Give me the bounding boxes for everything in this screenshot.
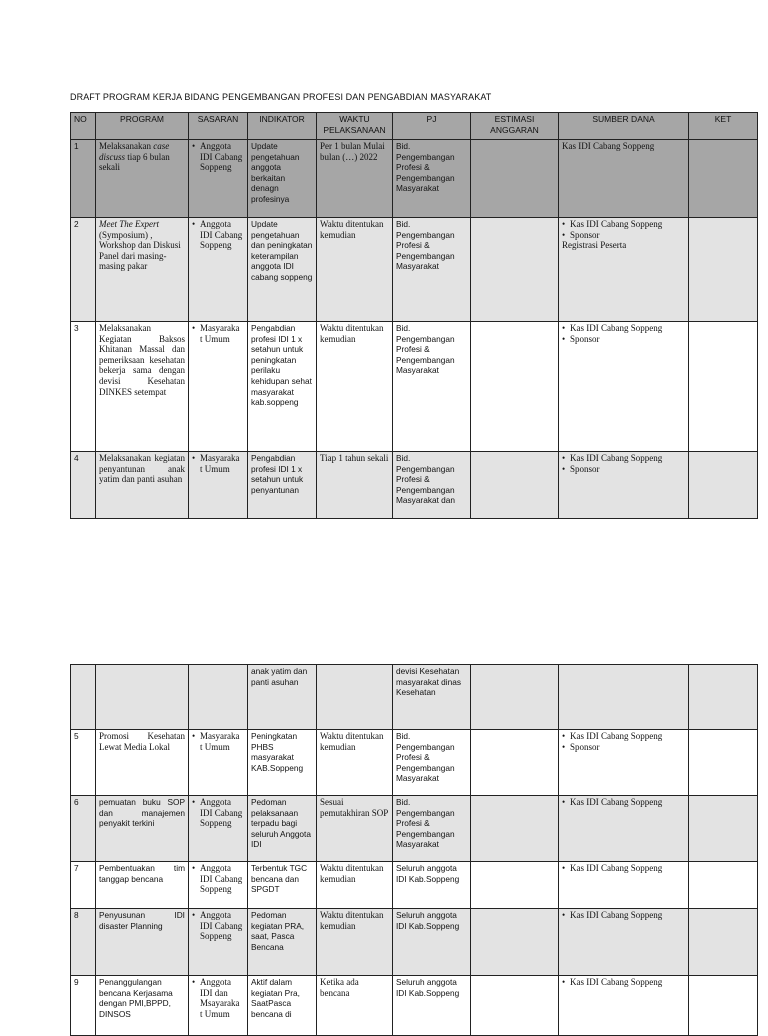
row-sumber-dana: • Kas IDI Cabang Soppeng • Sponsor Registrasi Peserta xyxy=(559,218,689,322)
bullet-icon: • xyxy=(192,453,196,463)
row-program: Melaksanakan kegiatan penyantunan anak yatim dan panti asuhan xyxy=(96,452,189,519)
row-sumber-dana xyxy=(559,665,689,730)
row-waktu: Tiap 1 tahun sekali xyxy=(317,452,393,519)
row-sumber-dana: • Kas IDI Cabang Soppeng xyxy=(559,976,689,1036)
row-indikator: Terbentuk TGC bencana dan SPGDT xyxy=(248,862,317,909)
row-no: 8 xyxy=(71,909,96,976)
row-anggaran xyxy=(471,452,559,519)
row-no: 5 xyxy=(71,730,96,796)
table-row xyxy=(71,976,758,1036)
row-indikator: anak yatim dan panti asuhan xyxy=(248,665,317,730)
row-waktu: Ketika ada bencana xyxy=(317,976,393,1036)
row-anggaran xyxy=(471,730,559,796)
row-pj: Bid. Pengembangan Profesi & Pengembangan Masyarakat xyxy=(393,218,471,322)
table-row xyxy=(71,909,758,976)
row-waktu: Waktu ditentukan kemudian xyxy=(317,730,393,796)
row-no: 4 xyxy=(71,452,96,519)
row-program: pemuatan buku SOP dan manajemen penyakit terkini xyxy=(96,796,189,862)
header-waktu: WAKTU PELAKSANAAN xyxy=(317,113,393,140)
row-sumber-dana: • Kas IDI Cabang Soppeng xyxy=(559,909,689,976)
row-indikator: Aktif dalam kegiatan Pra, SaatPasca bencana di xyxy=(248,976,317,1036)
header-program: PROGRAM xyxy=(96,113,189,140)
row-waktu: Waktu ditentukan kemudian xyxy=(317,218,393,322)
bullet-icon: • xyxy=(192,910,196,920)
header-indikator: INDIKATOR xyxy=(248,113,317,140)
row-program xyxy=(96,665,189,730)
bullet-icon: • xyxy=(562,910,566,920)
row-ket xyxy=(689,218,758,322)
bullet-icon: • xyxy=(562,731,566,741)
bullet-icon: • xyxy=(562,863,566,873)
bullet-icon: • xyxy=(562,797,566,807)
row-anggaran xyxy=(471,976,559,1036)
table-row xyxy=(71,862,758,909)
row-pj: Seluruh anggota IDI Kab.Soppeng xyxy=(393,909,471,976)
row-no: 1 xyxy=(71,140,96,218)
table-row-continued xyxy=(71,665,758,730)
row-sasaran: • Anggota IDI dan Msayaraka t Umum xyxy=(189,976,248,1036)
row-waktu xyxy=(317,665,393,730)
row-indikator: Peningkatan PHBS masyarakat KAB.Soppeng xyxy=(248,730,317,796)
table-row xyxy=(71,140,758,218)
row-no: 7 xyxy=(71,862,96,909)
row-anggaran xyxy=(471,862,559,909)
bullet-icon: • xyxy=(562,333,566,344)
row-waktu: Sesuai pemutakhiran SOP xyxy=(317,796,393,862)
bullet-icon: • xyxy=(562,229,566,240)
row-pj: Bid. Pengembangan Profesi & Pengembangan Masyarakat xyxy=(393,796,471,862)
header-pj: PJ xyxy=(393,113,471,140)
row-sasaran: • Masyaraka t Umum xyxy=(189,730,248,796)
bullet-icon: • xyxy=(562,463,566,474)
row-no: 2 xyxy=(71,218,96,322)
row-indikator: Pedoman kegiatan PRA, saat, Pasca Bencana xyxy=(248,909,317,976)
row-anggaran xyxy=(471,322,559,452)
row-pj: Bid. Pengembangan Profesi & Pengembangan Masyarakat xyxy=(393,322,471,452)
row-waktu: Waktu ditentukan kemudian xyxy=(317,862,393,909)
row-sumber-dana: • Kas IDI Cabang Soppeng • Sponsor xyxy=(559,730,689,796)
row-no: 6 xyxy=(71,796,96,862)
row-program: Meet The Expert (Symposium) , Workshop dan Diskusi Panel dari masing-masing pakar xyxy=(96,218,189,322)
bullet-icon: • xyxy=(192,797,196,807)
row-ket xyxy=(689,665,758,730)
bullet-icon: • xyxy=(562,977,566,987)
row-ket xyxy=(689,976,758,1036)
row-ket xyxy=(689,796,758,862)
table-row xyxy=(71,218,758,322)
row-ket xyxy=(689,730,758,796)
row-anggaran xyxy=(471,909,559,976)
row-program: Penyusunan IDI disaster Planning xyxy=(96,909,189,976)
row-sumber-dana: Kas IDI Cabang Soppeng xyxy=(559,140,689,218)
row-sumber-dana: • Kas IDI Cabang Soppeng • Sponsor xyxy=(559,452,689,519)
header-sumber-dana: SUMBER DANA xyxy=(559,113,689,140)
row-anggaran xyxy=(471,665,559,730)
row-ket xyxy=(689,909,758,976)
row-pj: Seluruh anggota IDI Kab.Soppeng xyxy=(393,976,471,1036)
bullet-icon: • xyxy=(192,977,196,987)
row-waktu: Waktu ditentukan kemudian xyxy=(317,322,393,452)
program-table-part-1 xyxy=(70,112,758,519)
row-pj: devisi Kesehatan masyarakat dinas Kesehatan xyxy=(393,665,471,730)
row-ket xyxy=(689,140,758,218)
row-anggaran xyxy=(471,218,559,322)
row-no: 9 xyxy=(71,976,96,1036)
row-anggaran xyxy=(471,796,559,862)
row-indikator: Pengabdian profesi IDI 1 x setahun untuk peningkatan perilaku kehidupan sehat masyarakat kab.soppeng xyxy=(248,322,317,452)
header-ket: KET xyxy=(689,113,758,140)
table-row xyxy=(71,322,758,452)
row-anggaran xyxy=(471,140,559,218)
bullet-icon: • xyxy=(192,141,196,151)
row-sasaran: • Anggota IDI Cabang Soppeng xyxy=(189,909,248,976)
row-pj: Bid. Pengembangan Profesi & Pengembangan Masyarakat dan xyxy=(393,452,471,519)
row-sasaran: • Masyaraka t Umum xyxy=(189,452,248,519)
bullet-icon: • xyxy=(562,219,566,229)
row-sasaran xyxy=(189,665,248,730)
row-sumber-dana: • Kas IDI Cabang Soppeng • Sponsor xyxy=(559,322,689,452)
bullet-icon: • xyxy=(192,219,196,229)
row-ket xyxy=(689,862,758,909)
row-program: Pembentuakan tim tanggap bencana xyxy=(96,862,189,909)
row-sasaran: • Anggota IDI Cabang Soppeng xyxy=(189,796,248,862)
row-indikator: Update pengetahuan anggota berkaitan denagn profesinya xyxy=(248,140,317,218)
bullet-icon: • xyxy=(562,323,566,333)
row-pj: Seluruh anggota IDI Kab.Soppeng xyxy=(393,862,471,909)
bullet-icon: • xyxy=(562,741,566,752)
row-sasaran: • Anggota IDI Cabang Soppeng xyxy=(189,862,248,909)
row-sumber-dana: • Kas IDI Cabang Soppeng xyxy=(559,862,689,909)
row-sumber-dana: • Kas IDI Cabang Soppeng xyxy=(559,796,689,862)
row-waktu: Waktu ditentukan kemudian xyxy=(317,909,393,976)
row-program: Melaksanakan Kegiatan Baksos Khitanan Massal dan pemeriksaan kesehatan bekerja sama dengan devisi Kesehatan DINKES setempat xyxy=(96,322,189,452)
row-ket xyxy=(689,452,758,519)
row-waktu: Per 1 bulan Mulai bulan (…) 2022 xyxy=(317,140,393,218)
row-no xyxy=(71,665,96,730)
bullet-icon: • xyxy=(192,863,196,873)
bullet-icon: • xyxy=(192,323,196,333)
row-program: Melaksanakan case discuss tiap 6 bulan sekali xyxy=(96,140,189,218)
row-sasaran: • Masyaraka t Umum xyxy=(189,322,248,452)
header-sasaran: SASARAN xyxy=(189,113,248,140)
row-sasaran: • Anggota IDI Cabang Soppeng xyxy=(189,218,248,322)
table-row xyxy=(71,796,758,862)
row-indikator: Pedoman pelaksanaan terpadu bagi seluruh Anggota IDI xyxy=(248,796,317,862)
table-row xyxy=(71,452,758,519)
program-table-part-2 xyxy=(70,664,758,1036)
table-row xyxy=(71,730,758,796)
row-ket xyxy=(689,322,758,452)
header-no: NO xyxy=(71,113,96,140)
row-indikator: Pengabdian profesi IDI 1 x setahun untuk penyantunan xyxy=(248,452,317,519)
row-no: 3 xyxy=(71,322,96,452)
bullet-icon: • xyxy=(192,731,196,741)
row-program: Promosi Kesehatan Lewat Media Lokal xyxy=(96,730,189,796)
row-indikator: Update pengetahuan dan peningkatan keterampilan anggota IDI cabang soppeng xyxy=(248,218,317,322)
row-sasaran: • Anggota IDI Cabang Soppeng xyxy=(189,140,248,218)
document-title: DRAFT PROGRAM KERJA BIDANG PENGEMBANGAN PROFESI DAN PENGABDIAN MASYARAKAT xyxy=(70,92,492,102)
bullet-icon: • xyxy=(562,453,566,463)
table-header-row xyxy=(71,113,758,140)
row-pj: Bid. Pengembangan Profesi & Pengembangan Masyarakat xyxy=(393,140,471,218)
header-anggaran: ESTIMASI ANGGARAN xyxy=(471,113,559,140)
row-pj: Bid. Pengembangan Profesi & Pengembangan Masyarakat xyxy=(393,730,471,796)
row-program: Penanggulangan bencana Kerjasama dengan PMI,BPPD, DINSOS xyxy=(96,976,189,1036)
